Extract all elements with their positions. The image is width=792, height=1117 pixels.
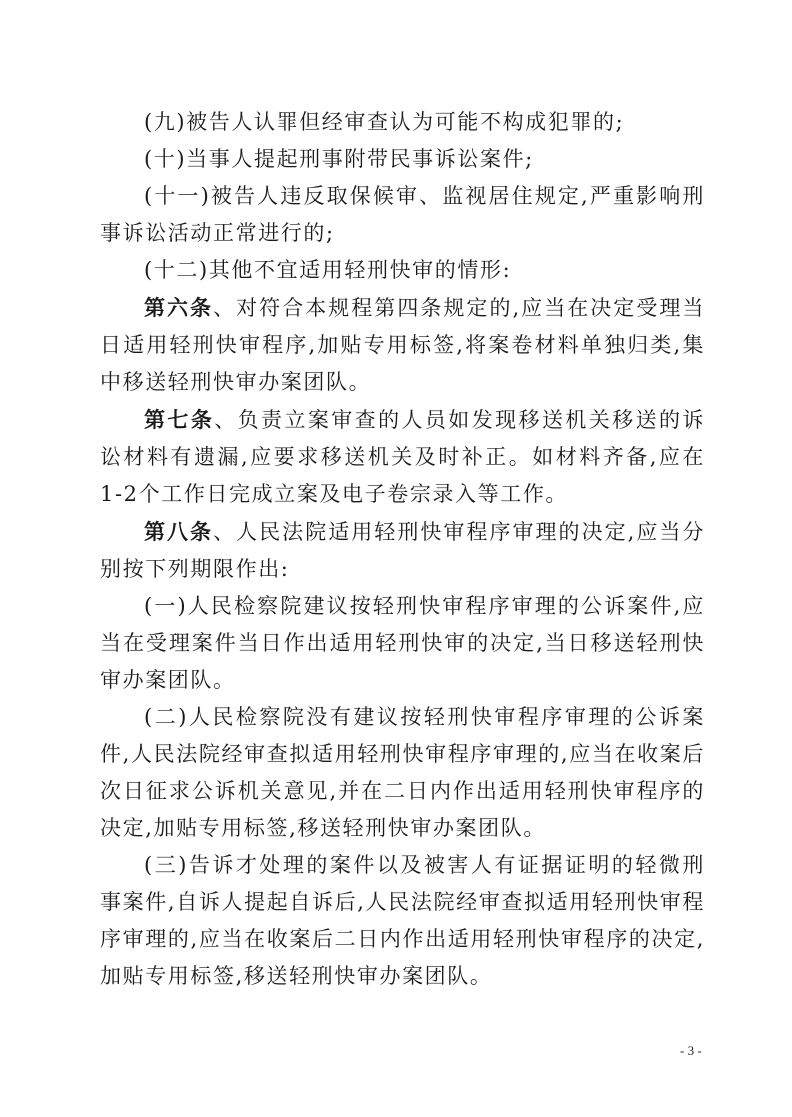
clause-10	[100, 141, 705, 178]
article-title: 第八条	[144, 519, 214, 544]
paragraph-text: (三)告诉才处理的案件以及被害人有证据证明的轻微刑事案件,自诉人提起自诉后,人民法院经审查拟适用轻刑快审程序审理的,应当在收案后二日内作出适用轻刑快审程序的决定,加贴专用标签,移送轻刑快审办案团队。	[100, 853, 705, 988]
paragraph-text: (九)被告人认罪但经审查认为可能不构成犯罪的;	[144, 110, 625, 134]
article-8-item-3	[100, 847, 705, 995]
clause-11	[100, 178, 705, 252]
paragraph-text: (十二)其他不宜适用轻刑快审的情形:	[144, 258, 512, 282]
article-6	[100, 289, 705, 401]
paragraph-text: 、负责立案审查的人员如发现移送机关移送的诉讼材料有遗漏,应要求移送机关及时补正。如材料齐备,应在1-2个工作日完成立案及电子卷宗录入等工作。	[100, 408, 705, 506]
document-body	[100, 104, 705, 995]
paragraph-text: (十)当事人提起刑事附带民事诉讼案件;	[144, 147, 534, 171]
clause-9	[100, 104, 705, 141]
article-8	[100, 513, 705, 588]
article-title: 第六条	[144, 295, 214, 320]
page-number: - 3 -	[680, 1043, 702, 1058]
article-8-item-2	[100, 699, 705, 847]
article-8-item-1	[100, 588, 705, 699]
article-title: 第七条	[144, 407, 215, 432]
paragraph-text: (一)人民检察院建议按轻刑快审程序审理的公诉案件,应当在受理案件当日作出适用轻刑快审的决定,当日移送轻刑快审办案团队。	[100, 594, 705, 692]
paragraph-text: 、人民法院适用轻刑快审程序审理的决定,应当分别按下列期限作出:	[100, 520, 705, 581]
article-7	[100, 401, 705, 513]
paragraph-text: (二)人民检察院没有建议按轻刑快审程序审理的公诉案件,人民法院经审查拟适用轻刑快审程序审理的,应当在收案后次日征求公诉机关意见,并在二日内作出适用轻刑快审程序的决定,加贴专用标签,移送轻刑快审办案团队。	[100, 705, 705, 840]
paragraph-text: (十一)被告人违反取保候审、监视居住规定,严重影响刑事诉讼活动正常进行的;	[100, 184, 705, 245]
paragraph-text: 、对符合本规程第四条规定的,应当在决定受理当日适用轻刑快审程序,加贴专用标签,将案卷材料单独归类,集中移送轻刑快审办案团队。	[100, 296, 705, 394]
clause-12	[100, 252, 705, 289]
